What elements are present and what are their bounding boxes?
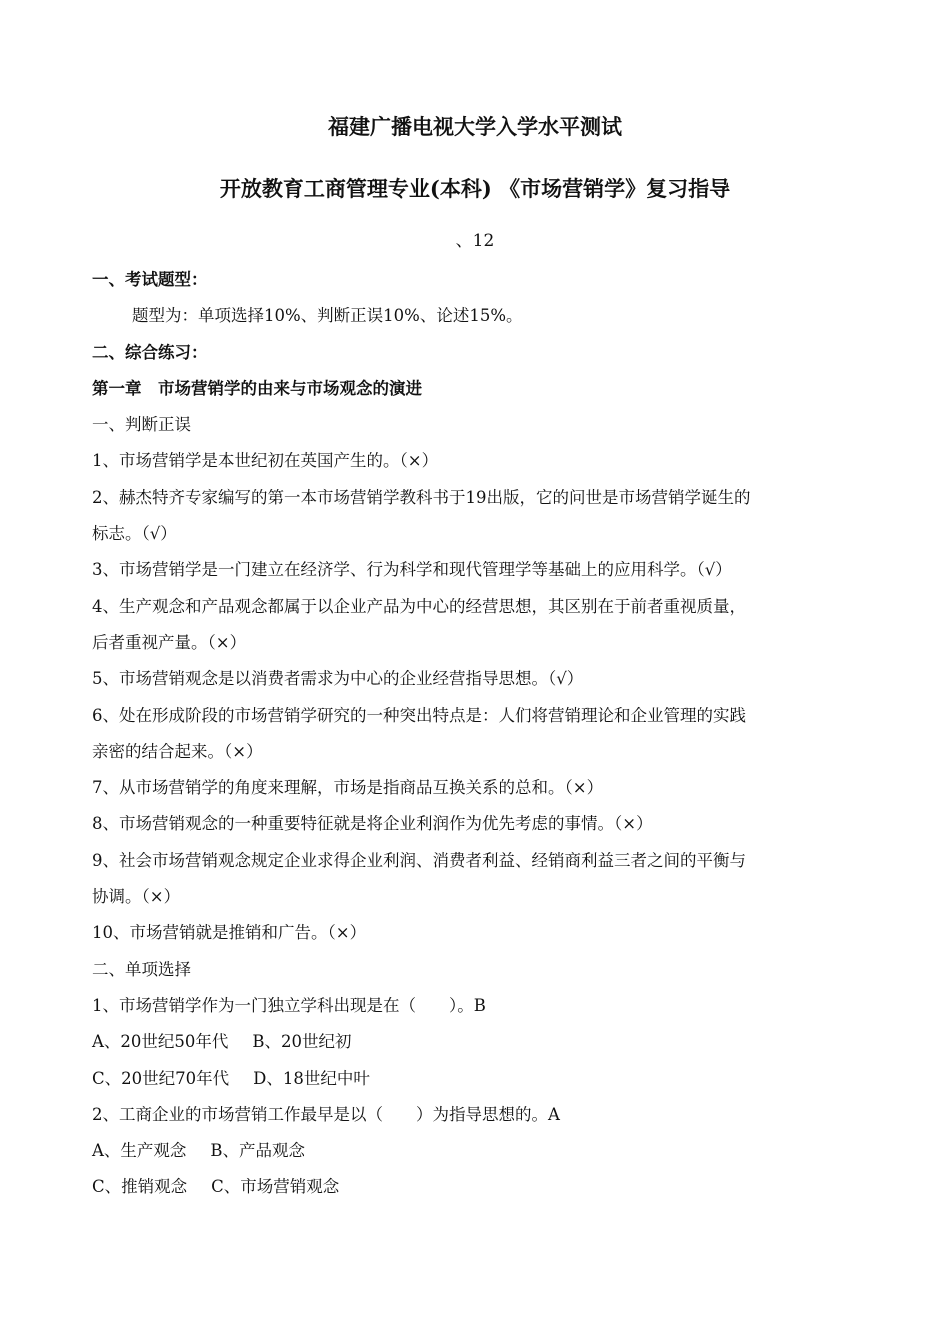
judgment-item: 标志。（√） (92, 524, 177, 544)
choice-option: C、市场营销观念 (211, 1177, 340, 1197)
choice-option: B、产品观念 (210, 1141, 306, 1161)
part-heading-single-choice: 二、单项选择 (92, 959, 191, 979)
judgment-item: 5、市场营销观念是以消费者需求为中心的企业经营指导思想。（√） (92, 669, 584, 689)
judgment-item: 9、社会市场营销观念规定企业求得企业利润、消费者利益、经销商利益三者之间的平衡与 (92, 850, 746, 870)
judgment-item: 7、从市场营销学的角度来理解，市场是指商品互换关系的总和。（×） (92, 778, 604, 798)
choice-options-row (92, 1169, 862, 1205)
judgment-item: 3、市场营销学是一门建立在经济学、行为科学和现代管理学等基础上的应用科学。（√） (92, 560, 732, 580)
judgment-item: 10、市场营销就是推销和广告。（×） (92, 923, 367, 943)
choice-option: C、20世纪70年代 (92, 1068, 230, 1088)
judgment-item: 亲密的结合起来。（×） (92, 741, 263, 761)
part-heading-judgment: 一、判断正误 (92, 415, 191, 435)
document-body (92, 262, 862, 1206)
choice-options-row (92, 1024, 862, 1060)
document-date: 、12 (455, 231, 495, 251)
choice-options-row (92, 1133, 862, 1169)
choice-option: B、20世纪初 (252, 1032, 352, 1052)
choice-option: C、推销观念 (92, 1177, 188, 1197)
exam-types-text: 题型为：单项选择10%、判断正误10%、论述15%。 (132, 306, 523, 326)
judgment-item: 2、赫杰特齐专家编写的第一本市场营销学教科书于19出版，它的问世是市场营销学诞生的 (92, 487, 751, 507)
choice-question: 2、工商企业的市场营销工作最早是以（ ）为指导思想的。A (92, 1104, 560, 1124)
choice-option: D、18世纪中叶 (253, 1068, 370, 1088)
choice-option: A、20世纪50年代 (92, 1032, 229, 1052)
judgment-item: 8、市场营销观念的一种重要特征就是将企业利润作为优先考虑的事情。（×） (92, 814, 653, 834)
choice-question: 1、市场营销学作为一门独立学科出现是在（ ）。B (92, 995, 486, 1015)
section-heading-exam-types: 一、考试题型： (92, 270, 208, 289)
document-title: 福建广播电视大学入学水平测试 (328, 114, 622, 139)
choice-options-row (92, 1061, 862, 1097)
document-subtitle: 开放教育工商管理专业(本科) 《市场营销学》复习指导 (219, 176, 731, 201)
judgment-item: 协调。（×） (92, 887, 181, 907)
chapter-heading: 第一章 市场营销学的由来与市场观念的演进 (92, 378, 422, 398)
choice-option: A、生产观念 (92, 1141, 187, 1161)
judgment-item: 6、处在形成阶段的市场营销学研究的一种突出特点是：人们将营销理论和企业管理的实践 (92, 705, 746, 725)
judgment-item: 1、市场营销学是本世纪初在英国产生的。（×） (92, 451, 439, 471)
section-heading-practice: 二、综合练习： (92, 342, 208, 362)
judgment-item: 4、生产观念和产品观念都属于以企业产品为中心的经营思想，其区别在于前者重视质量， (92, 596, 746, 616)
judgment-item: 后者重视产量。（×） (92, 632, 247, 652)
